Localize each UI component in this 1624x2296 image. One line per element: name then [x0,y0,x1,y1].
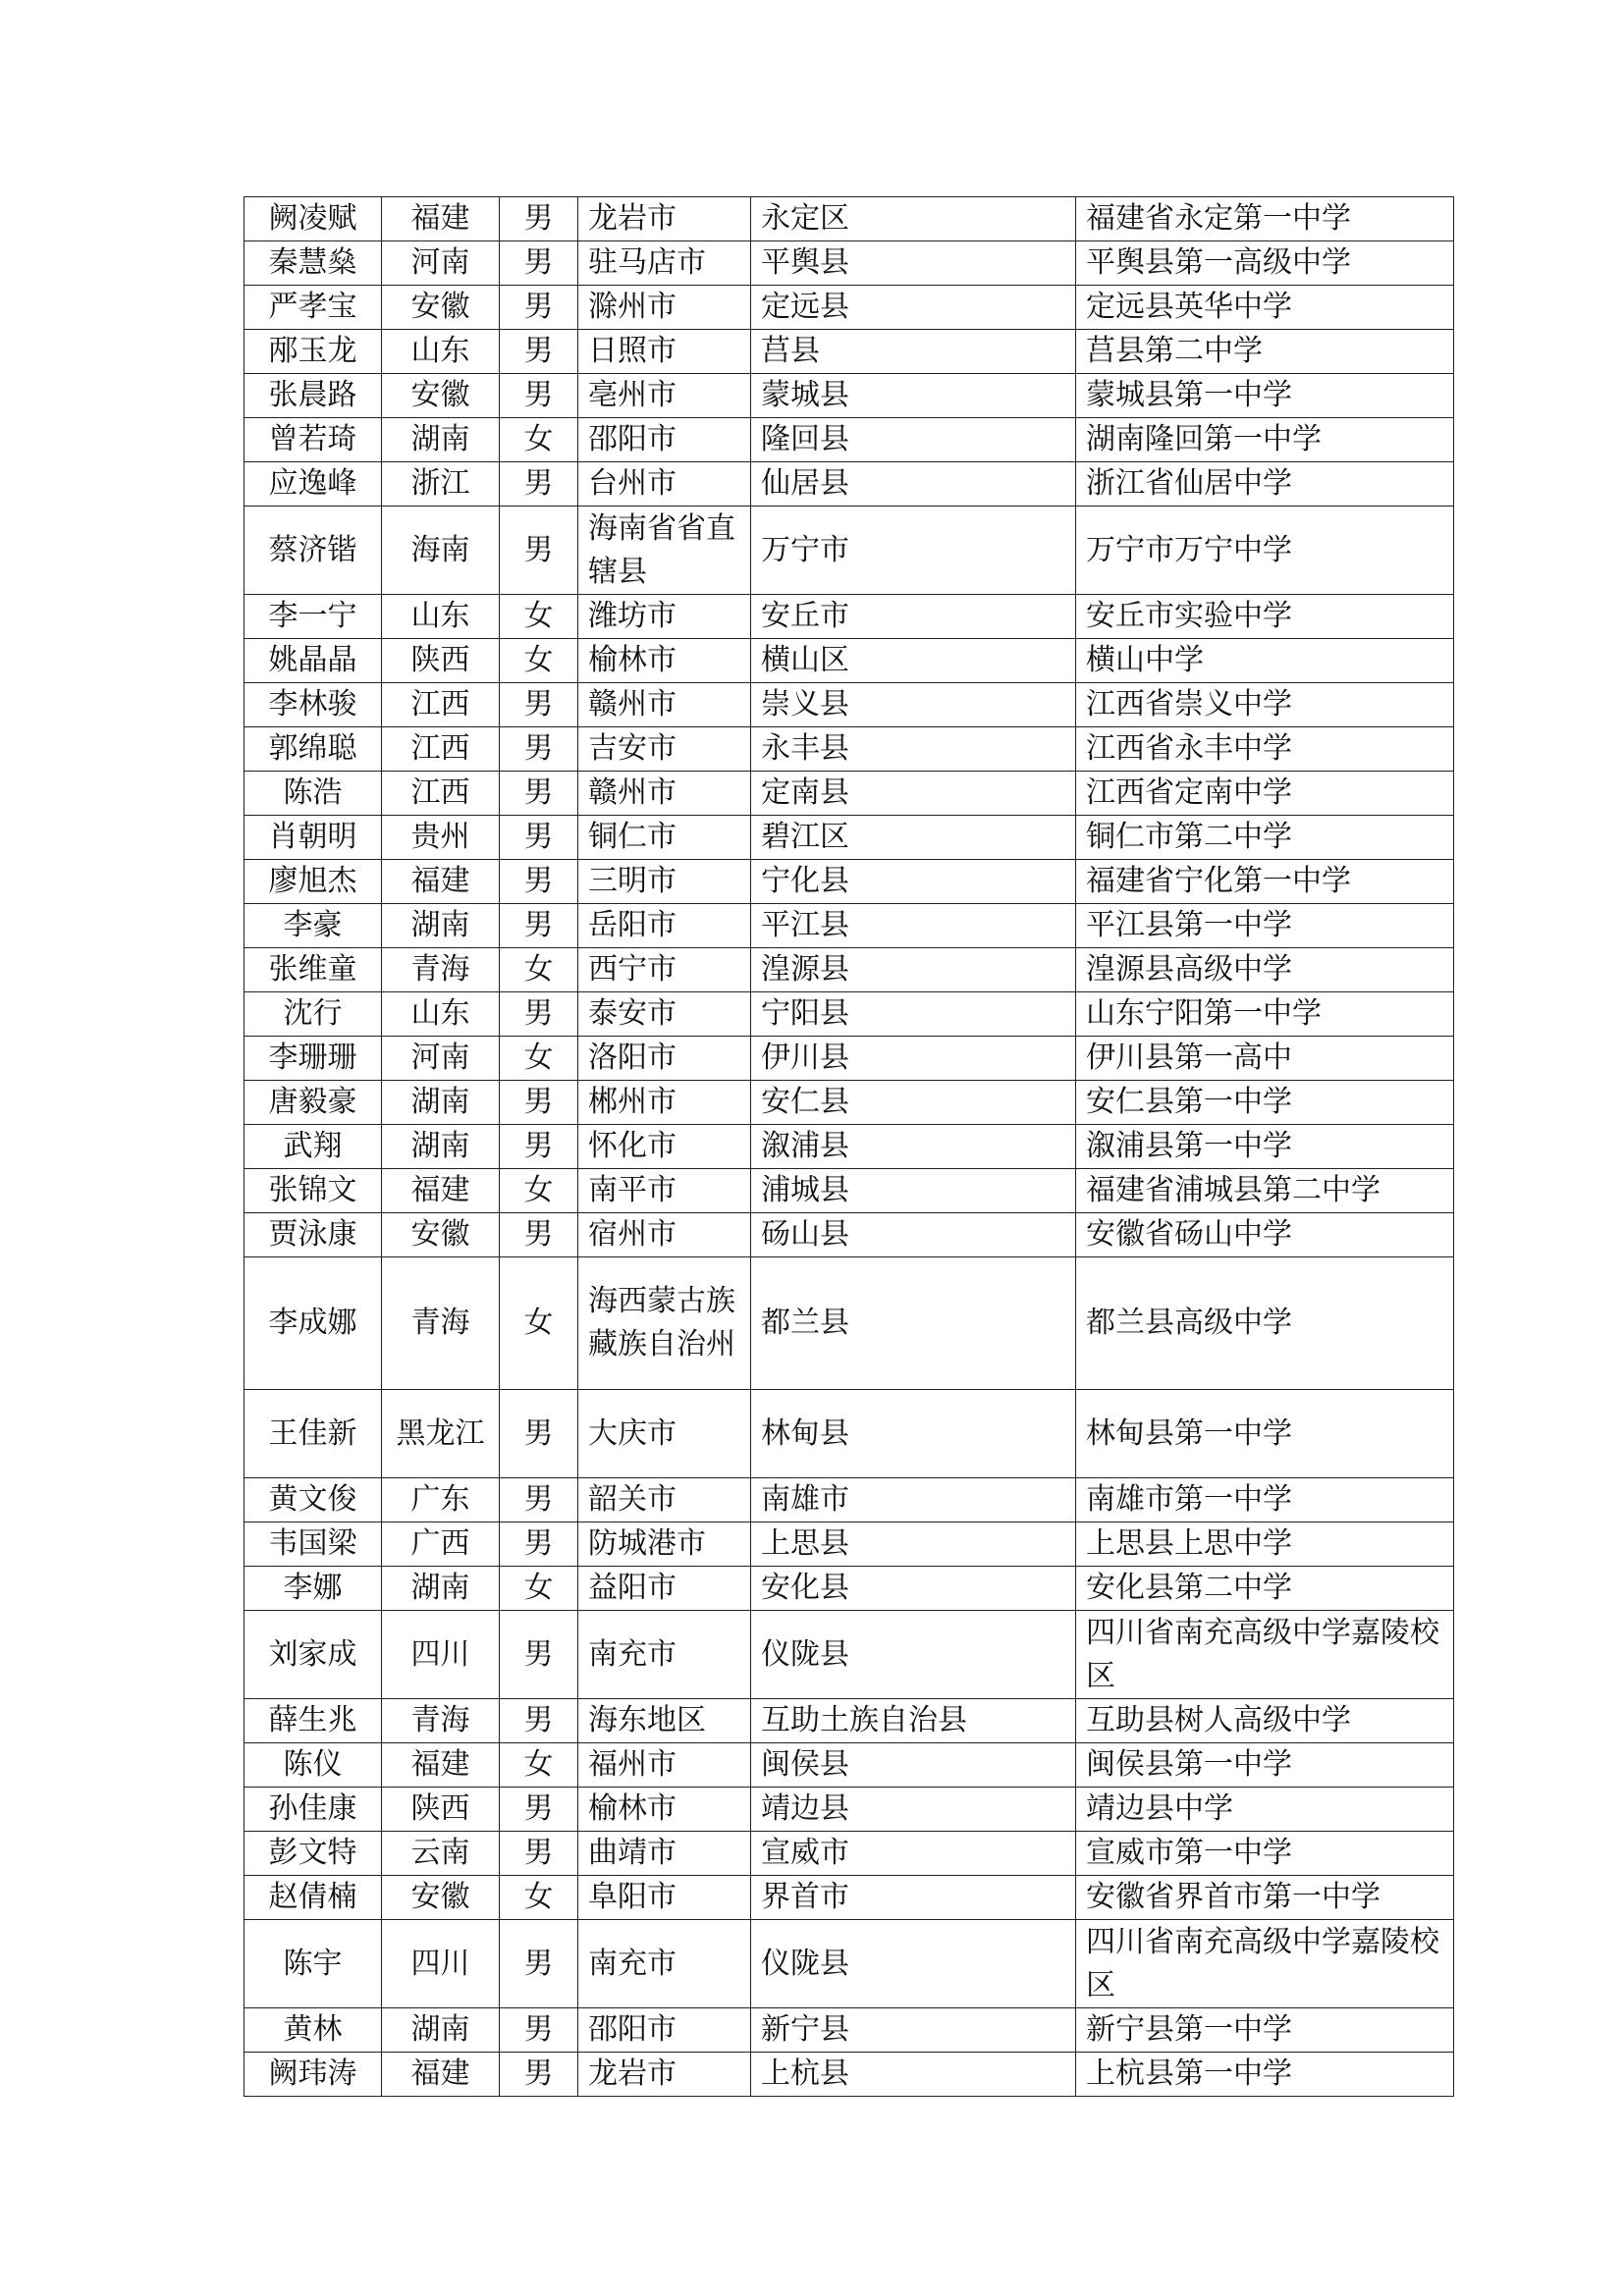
gender-cell: 男 [500,374,578,418]
city-cell: 西宁市 [578,948,751,992]
gender-cell: 男 [500,1390,578,1478]
district-cell: 仙居县 [751,462,1076,507]
school-cell: 安化县第二中学 [1076,1567,1454,1611]
school-cell: 江西省定南中学 [1076,772,1454,816]
gender-cell: 女 [500,948,578,992]
district-cell: 上思县 [751,1522,1076,1567]
gender-cell: 男 [500,1125,578,1169]
school-cell: 闽侯县第一中学 [1076,1743,1454,1788]
province-cell: 青海 [382,1257,500,1390]
city-cell: 台州市 [578,462,751,507]
table-row [244,1567,1454,1611]
district-cell: 界首市 [751,1876,1076,1920]
district-cell: 林甸县 [751,1390,1076,1478]
table-row [244,1257,1454,1390]
district-cell: 湟源县 [751,948,1076,992]
table-row [244,1478,1454,1522]
city-cell: 滁州市 [578,286,751,330]
student-name-cell: 孙佳康 [244,1788,382,1832]
table-row [244,1832,1454,1876]
gender-cell: 男 [500,1081,578,1125]
school-cell: 浙江省仙居中学 [1076,462,1454,507]
city-cell: 泰安市 [578,992,751,1037]
gender-cell: 男 [500,507,578,595]
city-cell: 榆林市 [578,1788,751,1832]
province-cell: 山东 [382,992,500,1037]
province-cell: 黑龙江 [382,1390,500,1478]
student-name-cell: 张晨路 [244,374,382,418]
student-name-cell: 姚晶晶 [244,639,382,683]
city-cell: 日照市 [578,330,751,374]
student-name-cell: 黄文俊 [244,1478,382,1522]
district-cell: 上杭县 [751,2053,1076,2097]
gender-cell: 男 [500,2053,578,2097]
province-cell: 湖南 [382,1567,500,1611]
gender-cell: 男 [500,1832,578,1876]
city-cell: 榆林市 [578,639,751,683]
student-name-cell: 刘家成 [244,1611,382,1699]
school-cell: 江西省永丰中学 [1076,727,1454,772]
city-cell: 铜仁市 [578,816,751,860]
district-cell: 新宁县 [751,2008,1076,2053]
city-cell: 潍坊市 [578,595,751,639]
city-cell: 南充市 [578,1611,751,1699]
gender-cell: 男 [500,2008,578,2053]
city-cell: 益阳市 [578,1567,751,1611]
school-cell: 福建省浦城县第二中学 [1076,1169,1454,1213]
district-cell: 永丰县 [751,727,1076,772]
student-name-cell: 蔡济锴 [244,507,382,595]
city-cell: 福州市 [578,1743,751,1788]
gender-cell: 男 [500,1699,578,1743]
gender-cell: 女 [500,595,578,639]
district-cell: 宣威市 [751,1832,1076,1876]
province-cell: 福建 [382,2053,500,2097]
student-name-cell: 李豪 [244,904,382,948]
province-cell: 陕西 [382,639,500,683]
city-cell: 吉安市 [578,727,751,772]
table-row [244,904,1454,948]
city-cell: 南充市 [578,1920,751,2008]
student-name-cell: 阙玮涛 [244,2053,382,2097]
school-cell: 湟源县高级中学 [1076,948,1454,992]
district-cell: 万宁市 [751,507,1076,595]
school-cell: 福建省宁化第一中学 [1076,860,1454,904]
school-cell: 莒县第二中学 [1076,330,1454,374]
province-cell: 湖南 [382,1125,500,1169]
province-cell: 福建 [382,1169,500,1213]
gender-cell: 男 [500,1213,578,1257]
district-cell: 平江县 [751,904,1076,948]
student-name-cell: 陈浩 [244,772,382,816]
district-cell: 砀山县 [751,1213,1076,1257]
district-cell: 碧江区 [751,816,1076,860]
student-name-cell: 唐毅豪 [244,1081,382,1125]
table-row [244,1125,1454,1169]
district-cell: 宁化县 [751,860,1076,904]
province-cell: 湖南 [382,904,500,948]
student-name-cell: 应逸峰 [244,462,382,507]
table-row [244,1169,1454,1213]
city-cell: 海西蒙古族藏族自治州 [578,1257,751,1390]
district-cell: 安仁县 [751,1081,1076,1125]
student-name-cell: 张维童 [244,948,382,992]
city-cell: 宿州市 [578,1213,751,1257]
table-row [244,727,1454,772]
school-cell: 万宁市万宁中学 [1076,507,1454,595]
gender-cell: 男 [500,1478,578,1522]
school-cell: 互助县树人高级中学 [1076,1699,1454,1743]
student-name-cell: 李娜 [244,1567,382,1611]
school-cell: 安徽省界首市第一中学 [1076,1876,1454,1920]
student-name-cell: 廖旭杰 [244,860,382,904]
district-cell: 仪陇县 [751,1920,1076,2008]
province-cell: 湖南 [382,418,500,462]
district-cell: 浦城县 [751,1169,1076,1213]
student-name-cell: 李林骏 [244,683,382,727]
gender-cell: 男 [500,197,578,241]
gender-cell: 男 [500,816,578,860]
table-row [244,507,1454,595]
gender-cell: 女 [500,1037,578,1081]
city-cell: 邵阳市 [578,418,751,462]
province-cell: 云南 [382,1832,500,1876]
school-cell: 安徽省砀山中学 [1076,1213,1454,1257]
city-cell: 洛阳市 [578,1037,751,1081]
table-row [244,1611,1454,1699]
city-cell: 赣州市 [578,772,751,816]
gender-cell: 男 [500,1920,578,2008]
province-cell: 福建 [382,1743,500,1788]
city-cell: 驻马店市 [578,241,751,286]
city-cell: 大庆市 [578,1390,751,1478]
gender-cell: 男 [500,860,578,904]
city-cell: 龙岩市 [578,2053,751,2097]
city-cell: 岳阳市 [578,904,751,948]
school-cell: 山东宁阳第一中学 [1076,992,1454,1037]
school-cell: 蒙城县第一中学 [1076,374,1454,418]
province-cell: 贵州 [382,816,500,860]
table-row [244,1037,1454,1081]
gender-cell: 女 [500,1169,578,1213]
student-name-cell: 武翔 [244,1125,382,1169]
student-name-cell: 秦慧燊 [244,241,382,286]
city-cell: 阜阳市 [578,1876,751,1920]
province-cell: 四川 [382,1611,500,1699]
school-cell: 伊川县第一高中 [1076,1037,1454,1081]
gender-cell: 男 [500,286,578,330]
province-cell: 四川 [382,1920,500,2008]
school-cell: 安仁县第一中学 [1076,1081,1454,1125]
district-cell: 蒙城县 [751,374,1076,418]
table-row [244,1876,1454,1920]
table-row [244,860,1454,904]
gender-cell: 男 [500,904,578,948]
table-row [244,1699,1454,1743]
student-name-cell: 李珊珊 [244,1037,382,1081]
school-cell: 四川省南充高级中学嘉陵校区 [1076,1611,1454,1699]
district-cell: 闽侯县 [751,1743,1076,1788]
student-name-cell: 严孝宝 [244,286,382,330]
province-cell: 安徽 [382,374,500,418]
student-name-cell: 郭绵聪 [244,727,382,772]
gender-cell: 女 [500,1257,578,1390]
student-name-cell: 黄林 [244,2008,382,2053]
gender-cell: 女 [500,1743,578,1788]
province-cell: 江西 [382,727,500,772]
province-cell: 福建 [382,860,500,904]
student-name-cell: 陈仪 [244,1743,382,1788]
district-cell: 互助土族自治县 [751,1699,1076,1743]
gender-cell: 男 [500,992,578,1037]
city-cell: 亳州市 [578,374,751,418]
city-cell: 三明市 [578,860,751,904]
province-cell: 江西 [382,683,500,727]
student-name-cell: 阙凌赋 [244,197,382,241]
school-cell: 林甸县第一中学 [1076,1390,1454,1478]
province-cell: 安徽 [382,1876,500,1920]
table-row [244,197,1454,241]
school-cell: 平舆县第一高级中学 [1076,241,1454,286]
gender-cell: 女 [500,1567,578,1611]
school-cell: 福建省永定第一中学 [1076,197,1454,241]
school-cell: 安丘市实验中学 [1076,595,1454,639]
table-row [244,1920,1454,2008]
gender-cell: 男 [500,772,578,816]
table-row [244,2053,1454,2097]
school-cell: 靖边县中学 [1076,1788,1454,1832]
city-cell: 怀化市 [578,1125,751,1169]
province-cell: 陕西 [382,1788,500,1832]
province-cell: 福建 [382,197,500,241]
table-row [244,1213,1454,1257]
gender-cell: 女 [500,418,578,462]
gender-cell: 男 [500,727,578,772]
province-cell: 广东 [382,1478,500,1522]
table-row [244,992,1454,1037]
province-cell: 安徽 [382,1213,500,1257]
province-cell: 青海 [382,1699,500,1743]
province-cell: 河南 [382,241,500,286]
province-cell: 青海 [382,948,500,992]
school-cell: 宣威市第一中学 [1076,1832,1454,1876]
student-name-cell: 王佳新 [244,1390,382,1478]
province-cell: 海南 [382,507,500,595]
district-cell: 平舆县 [751,241,1076,286]
table-row [244,330,1454,374]
city-cell: 曲靖市 [578,1832,751,1876]
province-cell: 浙江 [382,462,500,507]
school-cell: 铜仁市第二中学 [1076,816,1454,860]
city-cell: 赣州市 [578,683,751,727]
table-row [244,374,1454,418]
city-cell: 郴州市 [578,1081,751,1125]
student-name-cell: 邴玉龙 [244,330,382,374]
student-name-cell: 沈行 [244,992,382,1037]
city-cell: 韶关市 [578,1478,751,1522]
city-cell: 龙岩市 [578,197,751,241]
table-row [244,462,1454,507]
district-cell: 溆浦县 [751,1125,1076,1169]
province-cell: 湖南 [382,2008,500,2053]
district-cell: 定南县 [751,772,1076,816]
school-cell: 新宁县第一中学 [1076,2008,1454,2053]
city-cell: 海东地区 [578,1699,751,1743]
student-roster-table [244,196,1454,2097]
table-row [244,1390,1454,1478]
district-cell: 安化县 [751,1567,1076,1611]
table-row [244,418,1454,462]
gender-cell: 女 [500,639,578,683]
school-cell: 四川省南充高级中学嘉陵校区 [1076,1920,1454,2008]
school-cell: 南雄市第一中学 [1076,1478,1454,1522]
province-cell: 山东 [382,595,500,639]
student-name-cell: 李成娜 [244,1257,382,1390]
city-cell: 防城港市 [578,1522,751,1567]
student-name-cell: 李一宁 [244,595,382,639]
gender-cell: 女 [500,1876,578,1920]
student-name-cell: 彭文特 [244,1832,382,1876]
school-cell: 都兰县高级中学 [1076,1257,1454,1390]
province-cell: 广西 [382,1522,500,1567]
table-row [244,1788,1454,1832]
school-cell: 平江县第一中学 [1076,904,1454,948]
city-cell: 邵阳市 [578,2008,751,2053]
district-cell: 宁阳县 [751,992,1076,1037]
gender-cell: 男 [500,1788,578,1832]
table-row [244,1743,1454,1788]
district-cell: 横山区 [751,639,1076,683]
table-row [244,948,1454,992]
table-row [244,1522,1454,1567]
table-row [244,595,1454,639]
student-name-cell: 韦国梁 [244,1522,382,1567]
gender-cell: 男 [500,241,578,286]
student-name-cell: 陈宇 [244,1920,382,2008]
district-cell: 仪陇县 [751,1611,1076,1699]
student-name-cell: 赵倩楠 [244,1876,382,1920]
gender-cell: 男 [500,1611,578,1699]
table-row [244,241,1454,286]
school-cell: 江西省崇义中学 [1076,683,1454,727]
district-cell: 伊川县 [751,1037,1076,1081]
student-name-cell: 贾泳康 [244,1213,382,1257]
school-cell: 上思县上思中学 [1076,1522,1454,1567]
table-row [244,286,1454,330]
student-name-cell: 曾若琦 [244,418,382,462]
district-cell: 定远县 [751,286,1076,330]
district-cell: 崇义县 [751,683,1076,727]
student-name-cell: 薛生兆 [244,1699,382,1743]
student-name-cell: 张锦文 [244,1169,382,1213]
school-cell: 横山中学 [1076,639,1454,683]
district-cell: 南雄市 [751,1478,1076,1522]
school-cell: 定远县英华中学 [1076,286,1454,330]
province-cell: 江西 [382,772,500,816]
district-cell: 都兰县 [751,1257,1076,1390]
school-cell: 上杭县第一中学 [1076,2053,1454,2097]
school-cell: 湖南隆回第一中学 [1076,418,1454,462]
gender-cell: 男 [500,462,578,507]
province-cell: 河南 [382,1037,500,1081]
city-cell: 南平市 [578,1169,751,1213]
province-cell: 湖南 [382,1081,500,1125]
gender-cell: 男 [500,683,578,727]
table-row [244,816,1454,860]
school-cell: 溆浦县第一中学 [1076,1125,1454,1169]
province-cell: 安徽 [382,286,500,330]
student-name-cell: 肖朝明 [244,816,382,860]
roster-body [244,197,1454,2097]
table-row [244,639,1454,683]
table-row [244,2008,1454,2053]
gender-cell: 男 [500,1522,578,1567]
district-cell: 靖边县 [751,1788,1076,1832]
table-row [244,772,1454,816]
district-cell: 莒县 [751,330,1076,374]
district-cell: 安丘市 [751,595,1076,639]
district-cell: 隆回县 [751,418,1076,462]
gender-cell: 男 [500,330,578,374]
province-cell: 山东 [382,330,500,374]
district-cell: 永定区 [751,197,1076,241]
table-row [244,683,1454,727]
city-cell: 海南省省直辖县 [578,507,751,595]
table-row [244,1081,1454,1125]
